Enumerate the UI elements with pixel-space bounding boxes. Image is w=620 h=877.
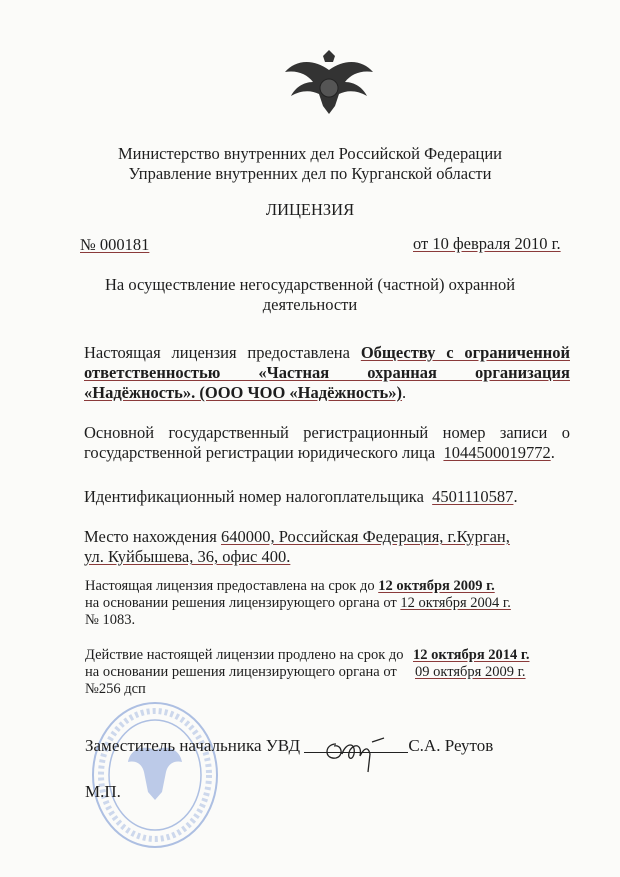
document-title: ЛИЦЕНЗИЯ: [265, 200, 355, 219]
grant-suffix: .: [402, 383, 407, 402]
ogrn-paragraph: [84, 423, 570, 463]
org-name-2: ответственностью «Частная охранная организация: [84, 363, 570, 382]
subject-line-2: деятельности: [262, 295, 358, 314]
term-decision-date: 12 октября 2004 г.: [400, 595, 511, 611]
double-headed-eagle-emblem-icon: [283, 50, 375, 120]
official-stamp-icon: [90, 700, 220, 850]
subject-line-1: На осуществление негосударственной (частной) охранной: [104, 275, 516, 294]
signature-field: [304, 752, 408, 753]
address-line-1: 640000, Российская Федерация, г.Курган,: [221, 527, 510, 546]
extension-decision-date: 09 октября 2009 г.: [415, 664, 526, 680]
license-date: от 10 февраля 2010 г.: [413, 234, 561, 253]
term-decision-label: на основании решения лицензирующего органа от: [85, 595, 397, 611]
ogrn-value: 1044500019772: [443, 443, 551, 462]
extension-decision-number: №256 дсп: [85, 681, 146, 697]
grant-prefix: Настоящая лицензия предоставлена: [84, 343, 350, 362]
signature-line: [85, 736, 493, 756]
inn-value: 4501110587: [432, 487, 514, 506]
inn-line: [84, 487, 518, 507]
ogrn-line-1: Основной государственный регистрационный номер записи о: [84, 423, 570, 442]
extension-decision-label: на основании решения лицензирующего органа от: [85, 664, 397, 680]
address-line-2: ул. Куйбышева, 36, офис 400.: [84, 547, 291, 566]
address-label: Место нахождения: [84, 527, 217, 546]
ogrn-label: государственной регистрации юридического лица: [84, 443, 436, 462]
term-decision-number: № 1083.: [85, 612, 136, 628]
ogrn-suffix: .: [550, 443, 555, 462]
signatory-name: С.А. Реутов: [408, 736, 494, 755]
org-name-3: «Надёжность». (ООО ЧОО «Надёжность»): [84, 383, 403, 402]
term-value: 12 октября 2009 г.: [378, 578, 495, 594]
extension-value: 12 октября 2014 г.: [413, 647, 530, 663]
extension-label: Действие настоящей лицензии продлено на срок до: [85, 647, 404, 663]
handwritten-signature-icon: [322, 734, 392, 774]
org-name-1: Обществу с ограниченной: [360, 343, 570, 362]
term-paragraph: [85, 578, 511, 629]
address-paragraph: [84, 527, 510, 567]
stamp-place-label: М.П.: [85, 782, 121, 801]
extension-paragraph: [85, 647, 545, 698]
grant-paragraph: [84, 343, 570, 403]
ministry-name: Министерство внутренних дел Российской Федерации: [117, 144, 503, 163]
inn-suffix: .: [513, 487, 518, 506]
license-number: № 000181: [80, 235, 150, 254]
inn-label: Идентификационный номер налогоплательщика: [84, 487, 424, 506]
department-name: Управление внутренних дел по Курганской области: [128, 164, 492, 183]
signatory-position: Заместитель начальника УВД: [85, 736, 301, 755]
term-label: Настоящая лицензия предоставлена на срок до: [85, 578, 375, 594]
